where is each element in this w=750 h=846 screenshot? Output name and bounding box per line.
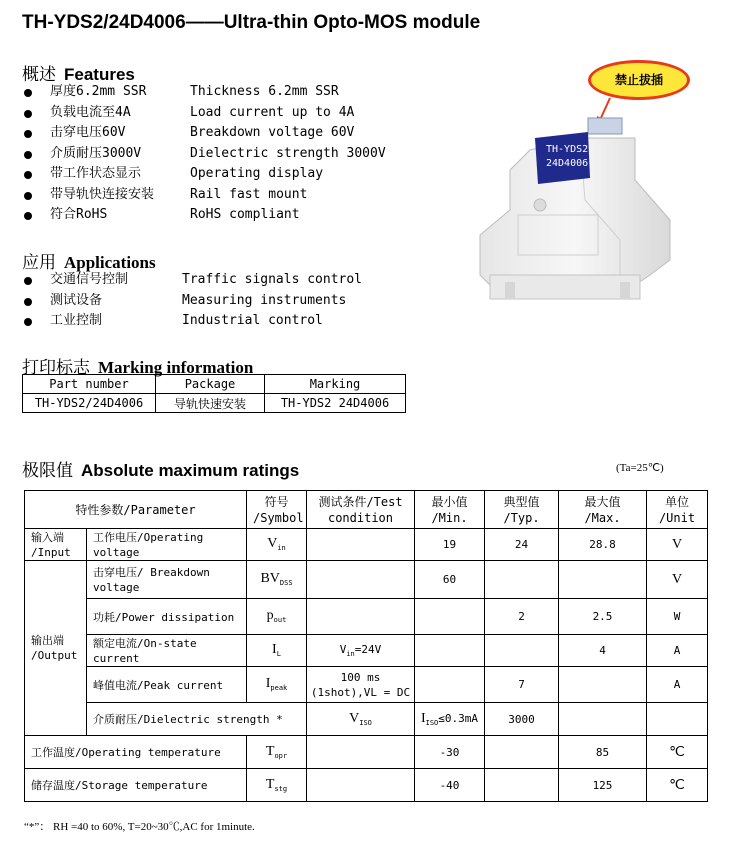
row-max: 2.5 — [559, 599, 647, 635]
row-condition — [307, 561, 415, 599]
list-item — [22, 291, 442, 312]
application-zh: 测试设备 — [50, 292, 103, 308]
row-param: 工作温度/Operating temperature — [25, 736, 247, 769]
ratings-table — [24, 490, 708, 802]
no-hot-plug-callout: 禁止拔插 — [588, 60, 690, 100]
bullet-icon — [24, 151, 32, 159]
row-param: 储存温度/Storage temperature — [25, 769, 247, 802]
header-marking: Marking — [265, 375, 406, 394]
row-min: 3000 — [485, 703, 559, 736]
row-typ — [559, 703, 647, 736]
table-row — [23, 394, 406, 413]
header-test-condition: 测试条件/Test condition — [307, 491, 415, 529]
application-en: Industrial control — [182, 313, 323, 328]
list-item — [22, 205, 442, 226]
ratings-heading-en: Absolute maximum ratings — [81, 461, 300, 480]
features-heading-en: Features — [64, 65, 135, 84]
row-symbol: $V_{in}$ — [247, 529, 307, 561]
table-row — [25, 736, 708, 769]
callout-arrow — [600, 98, 610, 120]
bullet-icon — [24, 212, 32, 220]
module-text-line2: 24D4006 — [546, 158, 589, 169]
table-header-row — [23, 375, 406, 394]
row-condition: $V_{in}=24V$ — [307, 635, 415, 667]
feature-en: Load current up to 4A — [190, 104, 355, 120]
feature-zh: 带工作状态显示 — [50, 166, 142, 181]
row-min: 60 — [415, 561, 485, 599]
bullet-icon — [24, 277, 32, 285]
header-package: Package — [156, 375, 265, 394]
row-symbol: $BV_{DSS}$ — [247, 561, 307, 599]
row-symbol: $I_L$ — [247, 635, 307, 667]
row-condition: $I_{ISO}\le 0.3mA$ — [415, 703, 485, 736]
row-typ: 24 — [485, 529, 559, 561]
row-max — [647, 703, 708, 736]
list-item — [22, 311, 442, 332]
row-param: 工作电压/Operating voltage — [87, 529, 247, 561]
row-condition — [307, 736, 415, 769]
status-led — [534, 199, 546, 211]
row-param: 功耗/Power dissipation — [87, 599, 247, 635]
ratings-heading — [22, 456, 299, 481]
features-list — [22, 82, 442, 226]
header-symbol: 符号 /Symbol — [247, 491, 307, 529]
list-item — [22, 103, 442, 124]
features-heading-zh: 概述 — [22, 65, 56, 85]
feature-en: Dielectric strength 3000V — [190, 145, 386, 161]
table-row — [25, 529, 708, 561]
row-min — [415, 667, 485, 703]
bullet-icon — [24, 192, 32, 200]
row-typ — [485, 769, 559, 802]
row-condition — [307, 599, 415, 635]
header-max: 最大值 /Max. — [559, 491, 647, 529]
application-en: Traffic signals control — [182, 272, 363, 287]
page-title: TH-YDS2/24D4006——Ultra-thin Opto-MOS module — [22, 12, 481, 33]
row-unit: V — [647, 529, 708, 561]
footnote-mark: “*”： — [24, 821, 51, 833]
row-param: 额定电流/On-state current — [87, 635, 247, 667]
ratings-heading-zh: 极限值 — [22, 461, 73, 481]
header-parameter: 特性参数/Parameter — [25, 491, 247, 529]
header-part-number: Part number — [23, 375, 156, 394]
row-param: 击穿电压/ Breakdown voltage — [87, 561, 247, 599]
feature-en: RoHS compliant — [190, 207, 300, 222]
input-group-label: 输入端 /Input — [25, 529, 87, 561]
row-condition: 100 ms (1shot),VL = DC — [307, 667, 415, 703]
feature-zh: 带导轨快连接安装 — [50, 186, 155, 202]
row-max: 4 — [559, 635, 647, 667]
row-condition — [307, 529, 415, 561]
row-symbol: $V_{ISO}$ — [307, 703, 415, 736]
list-item — [22, 82, 442, 103]
table-row — [25, 561, 708, 599]
applications-heading-en: Applications — [64, 253, 156, 272]
row-symbol: $T_{stg}$ — [247, 769, 307, 802]
row-param: 介质耐压/Dielectric strength * — [87, 703, 307, 736]
table-header-row — [25, 491, 708, 529]
row-param: 峰值电流/Peak current — [87, 667, 247, 703]
row-unit: ℃ — [647, 736, 708, 769]
row-typ: 2 — [485, 599, 559, 635]
row-max: 125 — [559, 769, 647, 802]
ratings-condition: (Ta=25℃) — [616, 462, 664, 474]
list-item — [22, 270, 442, 291]
feature-zh: 介质耐压3000V — [50, 145, 142, 161]
list-item — [22, 123, 442, 144]
feature-en: Thickness 6.2mm SSR — [190, 84, 339, 99]
feature-zh: 击穿电压60V — [50, 125, 126, 140]
row-symbol: $T_{opr}$ — [247, 736, 307, 769]
application-zh: 工业控制 — [50, 313, 103, 328]
row-min: -40 — [415, 769, 485, 802]
row-typ — [485, 561, 559, 599]
bullet-icon — [24, 298, 32, 306]
product-photo — [460, 60, 740, 310]
row-typ: 7 — [485, 667, 559, 703]
bullet-icon — [24, 89, 32, 97]
feature-zh: 符合RoHS — [50, 207, 108, 222]
row-max: 85 — [559, 736, 647, 769]
row-min: -30 — [415, 736, 485, 769]
marking-heading-en: Marking information — [98, 358, 254, 377]
row-max — [559, 561, 647, 599]
row-unit: A — [647, 635, 708, 667]
module-text-line1: TH-YDS2 — [546, 144, 589, 155]
list-item — [22, 185, 442, 206]
bullet-icon — [24, 171, 32, 179]
row-condition — [307, 769, 415, 802]
cell-part-number: TH-YDS2/24D4006 — [23, 394, 156, 413]
application-zh: 交通信号控制 — [50, 272, 129, 287]
row-symbol: $I_{peak}$ — [247, 667, 307, 703]
header-min: 最小值 /Min. — [415, 491, 485, 529]
footnote-text: RH =40 to 60%, T=20~30℃,AC for 1minute. — [53, 821, 255, 833]
feature-zh: 负载电流至4A — [50, 104, 131, 120]
table-row — [25, 703, 708, 736]
connector-clip — [588, 118, 622, 134]
feature-en: Breakdown voltage 60V — [190, 125, 355, 140]
row-min — [415, 635, 485, 667]
output-group-label: 输出端 /Output — [25, 561, 87, 736]
feature-en: Rail fast mount — [190, 186, 308, 202]
cell-marking: TH-YDS2 24D4006 — [265, 394, 406, 413]
row-min: 19 — [415, 529, 485, 561]
applications-heading-zh: 应用 — [22, 253, 56, 273]
table-row — [25, 599, 708, 635]
row-typ — [485, 736, 559, 769]
bullet-icon — [24, 130, 32, 138]
marking-table — [22, 374, 406, 413]
list-item — [22, 144, 442, 165]
bullet-icon — [24, 318, 32, 326]
application-en: Measuring instruments — [182, 292, 347, 308]
cell-package: 导轨快速安装 — [156, 394, 265, 413]
row-max — [559, 667, 647, 703]
header-typ: 典型值 /Typ. — [485, 491, 559, 529]
feature-en: Operating display — [190, 166, 324, 181]
row-symbol: $p_{out}$ — [247, 599, 307, 635]
bullet-icon — [24, 110, 32, 118]
row-max: 28.8 — [559, 529, 647, 561]
row-unit: A — [647, 667, 708, 703]
table-row — [25, 667, 708, 703]
feature-zh: 厚度6.2mm SSR — [50, 84, 147, 99]
row-unit: V — [647, 561, 708, 599]
marking-heading-zh: 打印标志 — [22, 358, 90, 378]
table-row — [25, 635, 708, 667]
header-unit: 单位 /Unit — [647, 491, 708, 529]
applications-list — [22, 270, 442, 332]
footnote — [24, 818, 255, 834]
table-row — [25, 769, 708, 802]
list-item — [22, 164, 442, 185]
row-unit: ℃ — [647, 769, 708, 802]
row-min — [415, 599, 485, 635]
row-typ — [485, 635, 559, 667]
row-unit: W — [647, 599, 708, 635]
